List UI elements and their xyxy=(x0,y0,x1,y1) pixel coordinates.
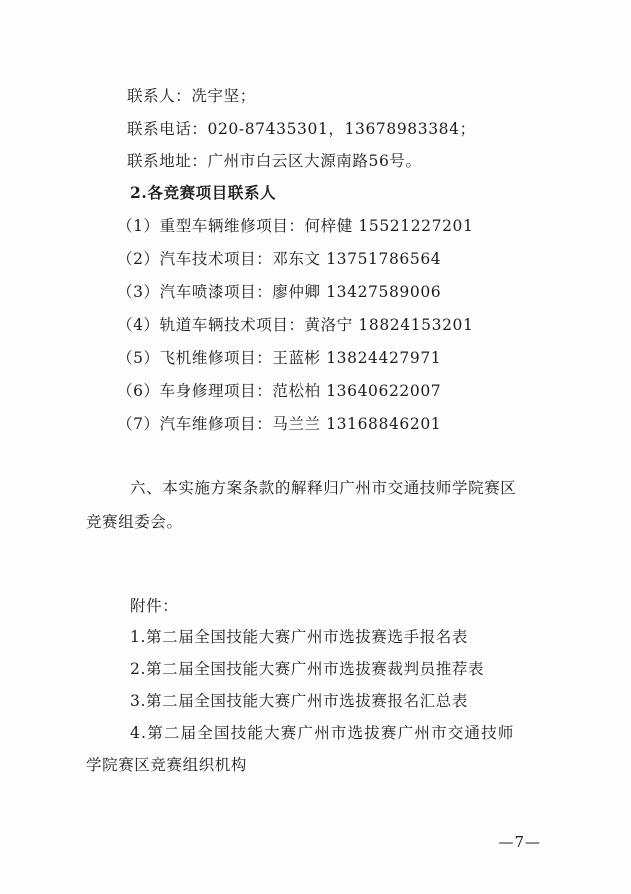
project-item: （5）飞机维修项目：王蓝彬 13824427971 xyxy=(117,349,442,367)
attachment-item: 1.第二届全国技能大赛广州市选拔赛选手报名表 xyxy=(130,628,468,646)
page-number: —7— xyxy=(498,833,541,851)
project-item: （3）汽车喷漆项目：廖仲卿 13427589006 xyxy=(117,283,442,301)
clause-six-line2: 竞赛组委会。 xyxy=(86,513,183,531)
contact-person: 联系人：冼宇坚； xyxy=(127,87,256,105)
attachment-item-continuation: 学院赛区竞赛组织机构 xyxy=(86,756,248,774)
project-item: （1）重型车辆维修项目：何梓健 15521227201 xyxy=(117,217,474,235)
attachment-item: 4.第二届全国技能大赛广州市选拔赛广州市交通技师 xyxy=(130,724,515,742)
projects-heading: 2.各竞赛项目联系人 xyxy=(130,183,277,202)
contact-address: 联系地址：广州市白云区大源南路56号。 xyxy=(127,152,422,170)
project-item: （2）汽车技术项目：邓东文 13751786564 xyxy=(117,250,442,268)
project-item: （7）汽车维修项目：马兰兰 13168846201 xyxy=(117,415,442,433)
clause-six-line1: 六、本实施方案条款的解释归广州市交通技师学院赛区 xyxy=(130,479,517,497)
attachments-label: 附件： xyxy=(130,597,179,615)
contact-phone: 联系电话：020-87435301，13678983384； xyxy=(127,120,476,138)
attachment-item: 3.第二届全国技能大赛广州市选拔赛报名汇总表 xyxy=(130,692,468,710)
attachment-item: 2.第二届全国技能大赛广州市选拔赛裁判员推荐表 xyxy=(130,660,485,678)
project-item: （6）车身修理项目：范松柏 13640622007 xyxy=(117,382,442,400)
project-item: （4）轨道车辆技术项目：黄洛宁 18824153201 xyxy=(117,316,474,334)
